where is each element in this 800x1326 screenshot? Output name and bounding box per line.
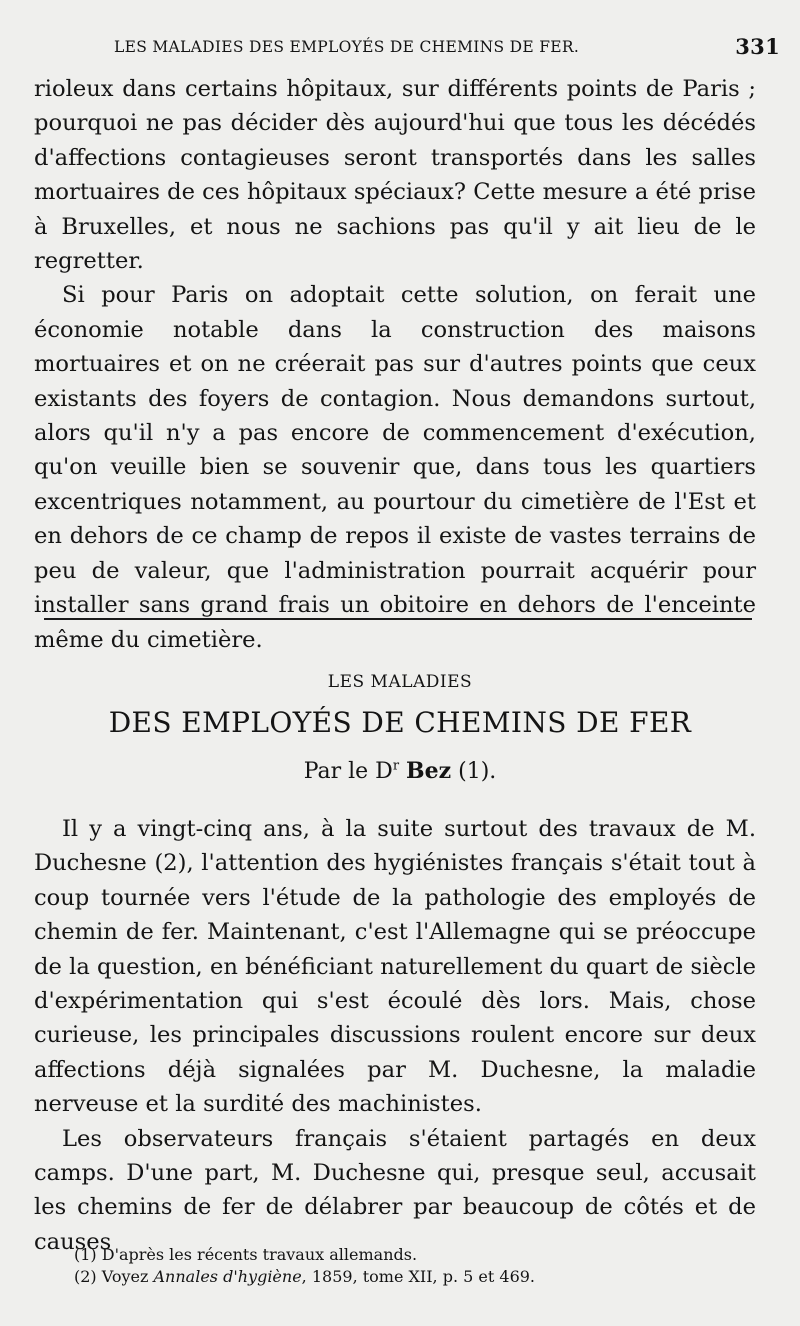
footnote-2-title: Annales d'hygiène	[153, 1267, 302, 1286]
footnotes	[74, 1244, 754, 1288]
continuation-text	[34, 72, 756, 657]
page-number: 331	[735, 34, 780, 59]
paragraph: Il y a vingt-cinq ans, à la suite surtout des travaux de M. Duchesne (2), l'attention des hygiénistes français s'était tout à coup tournée vers l'étude de la pathologie des employés de chemin de fer. Maintenant, c'est l'Allemagne qui se préoccupe de la question, en bénéficiant naturellement du quart de siècle d'expérimentation qui s'est écoulé dès lors. Mais, chose curieuse, les principales discussions roulent encore sur deux affections déjà signalées par M. Duchesne, la maladie nerveuse et la surdité des machinistes.	[34, 816, 756, 1118]
footnote-2	[74, 1266, 754, 1288]
paragraph: Si pour Paris on adoptait cette solution, on ferait une économie notable dans la construction des maisons mortuaires et on ne créerait pas sur d'autres points que ceux existants des foyers de contagion. Nous demandons surtout, alors qu'il n'y a pas encore de commencement d'exécution, qu'on veuille bien se souvenir que, dans tous les quartiers excentriques notamment, au pourtour du cimetière de l'Est et en dehors de ce champ de repos il existe de vastes terrains de peu de valeur, que l'administration pourrait acquérir pour installer sans grand frais un obitoire en dehors de l'enceinte même du cimetière.	[34, 282, 756, 653]
footnote-1: (1) D'après les récents travaux allemands.	[74, 1245, 418, 1264]
footnote-2-prefix: (2) Voyez	[74, 1267, 154, 1286]
byline	[0, 758, 800, 784]
byline-prefix: Par le D	[303, 759, 393, 784]
byline-note: (1).	[451, 759, 497, 784]
running-title: LES MALADIES DES EMPLOYÉS DE CHEMINS DE FER.	[114, 38, 580, 56]
section-divider	[44, 618, 752, 620]
footnote-2-suffix: , 1859, tome XII, p. 5 et 469.	[301, 1267, 536, 1286]
paragraph: Les observateurs français s'étaient partagés en deux camps. D'une part, M. Duchesne qui, presque seul, accusait les chemins de fer de délabrer par beaucoup de côtés et de causes	[34, 1125, 756, 1255]
running-head	[100, 34, 780, 62]
author-name: Bez	[406, 758, 452, 784]
article-heading-small: LES MALADIES	[327, 672, 473, 692]
article-heading-large: DES EMPLOYÉS DE CHEMINS DE FER	[108, 706, 692, 739]
paragraph: rioleux dans certains hôpitaux, sur différents points de Paris ; pourquoi ne pas décider dès aujourd'hui que tous les décédés d'affections contagieuses seront transportés dans les salles mortuaires de ces hôpitaux spéciaux? Cette mesure a été prise à Bruxelles, et nous ne sachions pas qu'il y ait lieu de le regretter.	[34, 76, 756, 275]
article-text	[34, 812, 756, 1259]
byline-sup: r	[392, 758, 400, 774]
